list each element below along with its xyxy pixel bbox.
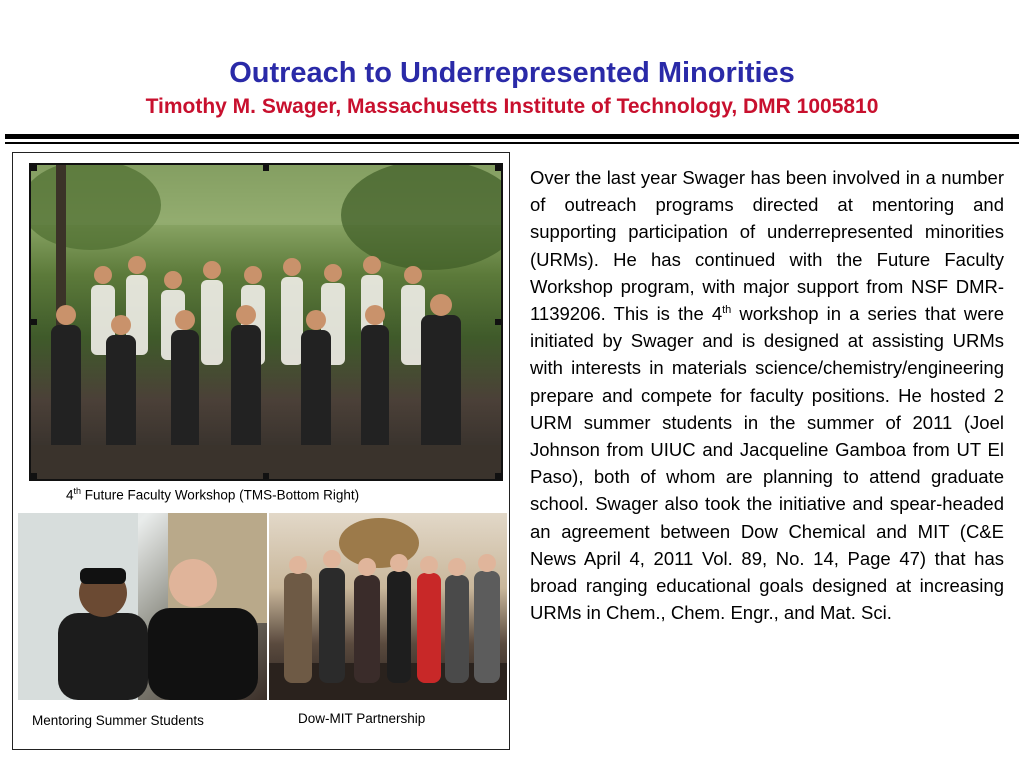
resize-handle-icon [31, 473, 37, 479]
mentoring-photo-caption: Mentoring Summer Students [32, 713, 204, 728]
resize-handle-icon [31, 165, 37, 171]
resize-handle-icon [263, 165, 269, 171]
resize-handle-icon [495, 319, 501, 325]
header-divider-thin [5, 142, 1019, 144]
resize-handle-icon [495, 165, 501, 171]
workshop-group-photo[interactable] [29, 163, 503, 481]
mentoring-photo[interactable] [18, 513, 267, 700]
resize-handle-icon [495, 473, 501, 479]
dow-photo-caption: Dow-MIT Partnership [298, 711, 426, 726]
header-divider-thick [5, 134, 1019, 139]
mentoring-photo-illustration [18, 513, 267, 700]
dow-mit-partnership-photo[interactable] [269, 513, 507, 700]
slide-subtitle: Timothy M. Swager, Massachusetts Institute of Technology, DMR 1005810 [145, 95, 879, 118]
outreach-description: Over the last year Swager has been involved in a number of outreach programs directed at mentoring and supporting participation of underrepresented minorities (URMs). He has continued with the Future Faculty Workshop program, with major support from NSF DMR-1139206. This is the 4th workshop in a series that were initiated by Swager and is designed at assisting URMs with interests in materials science/chemistry/engineering prepare and compete for faculty positions. He hosted 2 URM summer students in the summer of 2011 (Joel Johnson from UIUC and Jacqueline Gamboa from UT El Paso), both of whom are planning to attend graduate school. Swager also took the initiative and spear-headed an agreement between Dow Chemical and MIT (C&E News April 4, 2011 Vol. 89, No. 14, Page 47) that has broad ranging educational goals designed at increasing URMs in Chem., Chem. Engr., and Mat. Sci. [530, 167, 1004, 624]
group-photo-illustration [31, 165, 501, 479]
resize-handle-icon [263, 473, 269, 479]
slide-title: Outreach to Underrepresented Minorities [229, 57, 795, 89]
resize-handle-icon [31, 319, 37, 325]
dow-photo-illustration [269, 513, 507, 700]
workshop-photo-caption: 4th Future Faculty Workshop (TMS-Bottom Right) [66, 486, 360, 503]
